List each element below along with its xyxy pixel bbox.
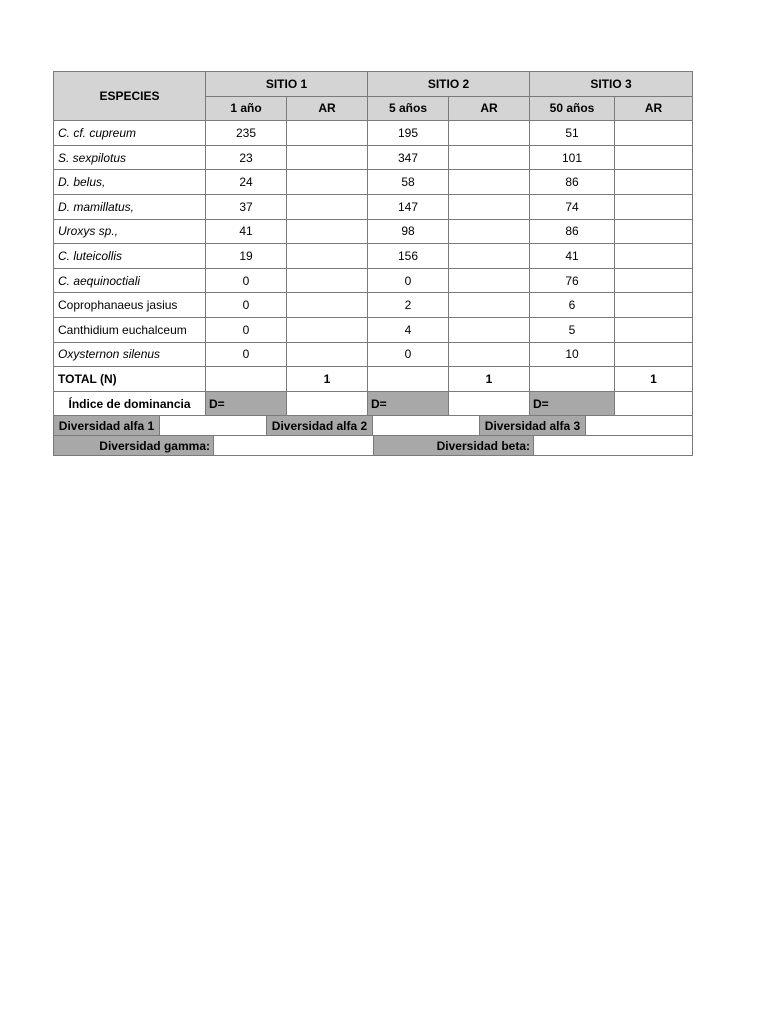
species-name: Uroxys sp., bbox=[54, 219, 206, 244]
header-row-sites bbox=[54, 72, 693, 97]
site3-count: 10 bbox=[530, 342, 615, 367]
alfa1-label: Diversidad alfa 1 bbox=[54, 416, 160, 436]
site3-ar-cell[interactable] bbox=[615, 219, 693, 244]
total-site1-ar: 1 bbox=[287, 367, 368, 392]
table-row bbox=[54, 170, 693, 195]
dominancia-site1-value[interactable] bbox=[287, 391, 368, 416]
site1-count: 24 bbox=[206, 170, 287, 195]
site3-count: 86 bbox=[530, 170, 615, 195]
site2-ar-header: AR bbox=[449, 96, 530, 121]
total-label: TOTAL (N) bbox=[54, 367, 206, 392]
site3-count: 41 bbox=[530, 244, 615, 269]
site1-ar-cell[interactable] bbox=[287, 170, 368, 195]
site2-count: 4 bbox=[368, 317, 449, 342]
alfa3-label: Diversidad alfa 3 bbox=[480, 416, 586, 436]
site3-ar-cell[interactable] bbox=[615, 342, 693, 367]
table-row bbox=[54, 244, 693, 269]
site3-age-header: 50 años bbox=[530, 96, 615, 121]
species-name: Oxysternon silenus bbox=[54, 342, 206, 367]
site3-header: SITIO 3 bbox=[530, 72, 693, 97]
site3-count: 86 bbox=[530, 219, 615, 244]
table-row bbox=[54, 293, 693, 318]
site2-ar-cell[interactable] bbox=[449, 145, 530, 170]
site1-ar-cell[interactable] bbox=[287, 268, 368, 293]
site1-count: 235 bbox=[206, 121, 287, 146]
site1-count: 0 bbox=[206, 342, 287, 367]
beta-value[interactable] bbox=[534, 436, 693, 456]
diversity-worksheet bbox=[53, 71, 692, 456]
site2-count: 58 bbox=[368, 170, 449, 195]
site2-count: 156 bbox=[368, 244, 449, 269]
gamma-beta-row bbox=[54, 436, 693, 456]
table-row bbox=[54, 121, 693, 146]
especies-header: ESPECIES bbox=[54, 72, 206, 121]
total-site2-cell[interactable] bbox=[368, 367, 449, 392]
site3-ar-cell[interactable] bbox=[615, 121, 693, 146]
site1-ar-cell[interactable] bbox=[287, 194, 368, 219]
site2-header: SITIO 2 bbox=[368, 72, 530, 97]
total-site1-cell[interactable] bbox=[206, 367, 287, 392]
site2-count: 0 bbox=[368, 268, 449, 293]
site3-count: 5 bbox=[530, 317, 615, 342]
total-site2-ar: 1 bbox=[449, 367, 530, 392]
site2-ar-cell[interactable] bbox=[449, 219, 530, 244]
table-row bbox=[54, 145, 693, 170]
site3-ar-cell[interactable] bbox=[615, 145, 693, 170]
site2-count: 195 bbox=[368, 121, 449, 146]
site3-ar-cell[interactable] bbox=[615, 194, 693, 219]
site1-count: 0 bbox=[206, 293, 287, 318]
gamma-value[interactable] bbox=[214, 436, 374, 456]
site2-ar-cell[interactable] bbox=[449, 170, 530, 195]
site3-count: 76 bbox=[530, 268, 615, 293]
site1-count: 0 bbox=[206, 317, 287, 342]
site2-ar-cell[interactable] bbox=[449, 317, 530, 342]
species-name: Coprophanaeus jasius bbox=[54, 293, 206, 318]
species-name: Canthidium euchalceum bbox=[54, 317, 206, 342]
site2-count: 147 bbox=[368, 194, 449, 219]
site1-ar-header: AR bbox=[287, 96, 368, 121]
beta-label: Diversidad beta: bbox=[374, 436, 534, 456]
alfa-row bbox=[54, 416, 693, 436]
site3-ar-cell[interactable] bbox=[615, 244, 693, 269]
species-name: D. mamillatus, bbox=[54, 194, 206, 219]
site2-count: 98 bbox=[368, 219, 449, 244]
alfa2-label: Diversidad alfa 2 bbox=[267, 416, 373, 436]
site1-ar-cell[interactable] bbox=[287, 244, 368, 269]
site3-count: 74 bbox=[530, 194, 615, 219]
alfa2-value[interactable] bbox=[373, 416, 480, 436]
dominancia-site2: D= bbox=[368, 391, 449, 416]
species-name: C. cf. cupreum bbox=[54, 121, 206, 146]
site1-ar-cell[interactable] bbox=[287, 145, 368, 170]
species-name: D. belus, bbox=[54, 170, 206, 195]
site2-count: 0 bbox=[368, 342, 449, 367]
dominancia-site3: D= bbox=[530, 391, 615, 416]
dominancia-site3-value[interactable] bbox=[615, 391, 693, 416]
site3-ar-cell[interactable] bbox=[615, 170, 693, 195]
alfa1-value[interactable] bbox=[160, 416, 267, 436]
species-body bbox=[54, 121, 693, 367]
dominancia-row bbox=[54, 391, 693, 416]
site3-ar-cell[interactable] bbox=[615, 268, 693, 293]
table-row bbox=[54, 219, 693, 244]
species-name: C. aequinoctiali bbox=[54, 268, 206, 293]
dominancia-site2-value[interactable] bbox=[449, 391, 530, 416]
species-name: C. luteicollis bbox=[54, 244, 206, 269]
dominancia-label: Índice de dominancia bbox=[54, 391, 206, 416]
gamma-beta-table bbox=[53, 435, 693, 456]
alfa-table bbox=[53, 415, 693, 436]
site3-ar-cell[interactable] bbox=[615, 317, 693, 342]
site3-ar-header: AR bbox=[615, 96, 693, 121]
site1-count: 19 bbox=[206, 244, 287, 269]
site1-ar-cell[interactable] bbox=[287, 121, 368, 146]
site2-ar-cell[interactable] bbox=[449, 342, 530, 367]
site2-ar-cell[interactable] bbox=[449, 268, 530, 293]
table-row bbox=[54, 317, 693, 342]
site1-count: 23 bbox=[206, 145, 287, 170]
total-site3-ar: 1 bbox=[615, 367, 693, 392]
site3-count: 101 bbox=[530, 145, 615, 170]
total-row bbox=[54, 367, 693, 392]
site1-ar-cell[interactable] bbox=[287, 219, 368, 244]
site3-count: 51 bbox=[530, 121, 615, 146]
site2-count: 347 bbox=[368, 145, 449, 170]
dominancia-site1: D= bbox=[206, 391, 287, 416]
site2-ar-cell[interactable] bbox=[449, 194, 530, 219]
site3-ar-cell[interactable] bbox=[615, 293, 693, 318]
gamma-label: Diversidad gamma: bbox=[54, 436, 214, 456]
site2-count: 2 bbox=[368, 293, 449, 318]
site1-count: 41 bbox=[206, 219, 287, 244]
alfa3-value[interactable] bbox=[586, 416, 693, 436]
table-row bbox=[54, 342, 693, 367]
site1-age-header: 1 año bbox=[206, 96, 287, 121]
site1-ar-cell[interactable] bbox=[287, 293, 368, 318]
site3-count: 6 bbox=[530, 293, 615, 318]
site2-ar-cell[interactable] bbox=[449, 293, 530, 318]
site2-ar-cell[interactable] bbox=[449, 121, 530, 146]
table-row bbox=[54, 194, 693, 219]
site2-age-header: 5 años bbox=[368, 96, 449, 121]
species-name: S. sexpilotus bbox=[54, 145, 206, 170]
total-site3-cell[interactable] bbox=[530, 367, 615, 392]
site1-count: 37 bbox=[206, 194, 287, 219]
site1-ar-cell[interactable] bbox=[287, 317, 368, 342]
table-row bbox=[54, 268, 693, 293]
site1-count: 0 bbox=[206, 268, 287, 293]
site1-ar-cell[interactable] bbox=[287, 342, 368, 367]
site1-header: SITIO 1 bbox=[206, 72, 368, 97]
species-table bbox=[53, 71, 693, 416]
site2-ar-cell[interactable] bbox=[449, 244, 530, 269]
